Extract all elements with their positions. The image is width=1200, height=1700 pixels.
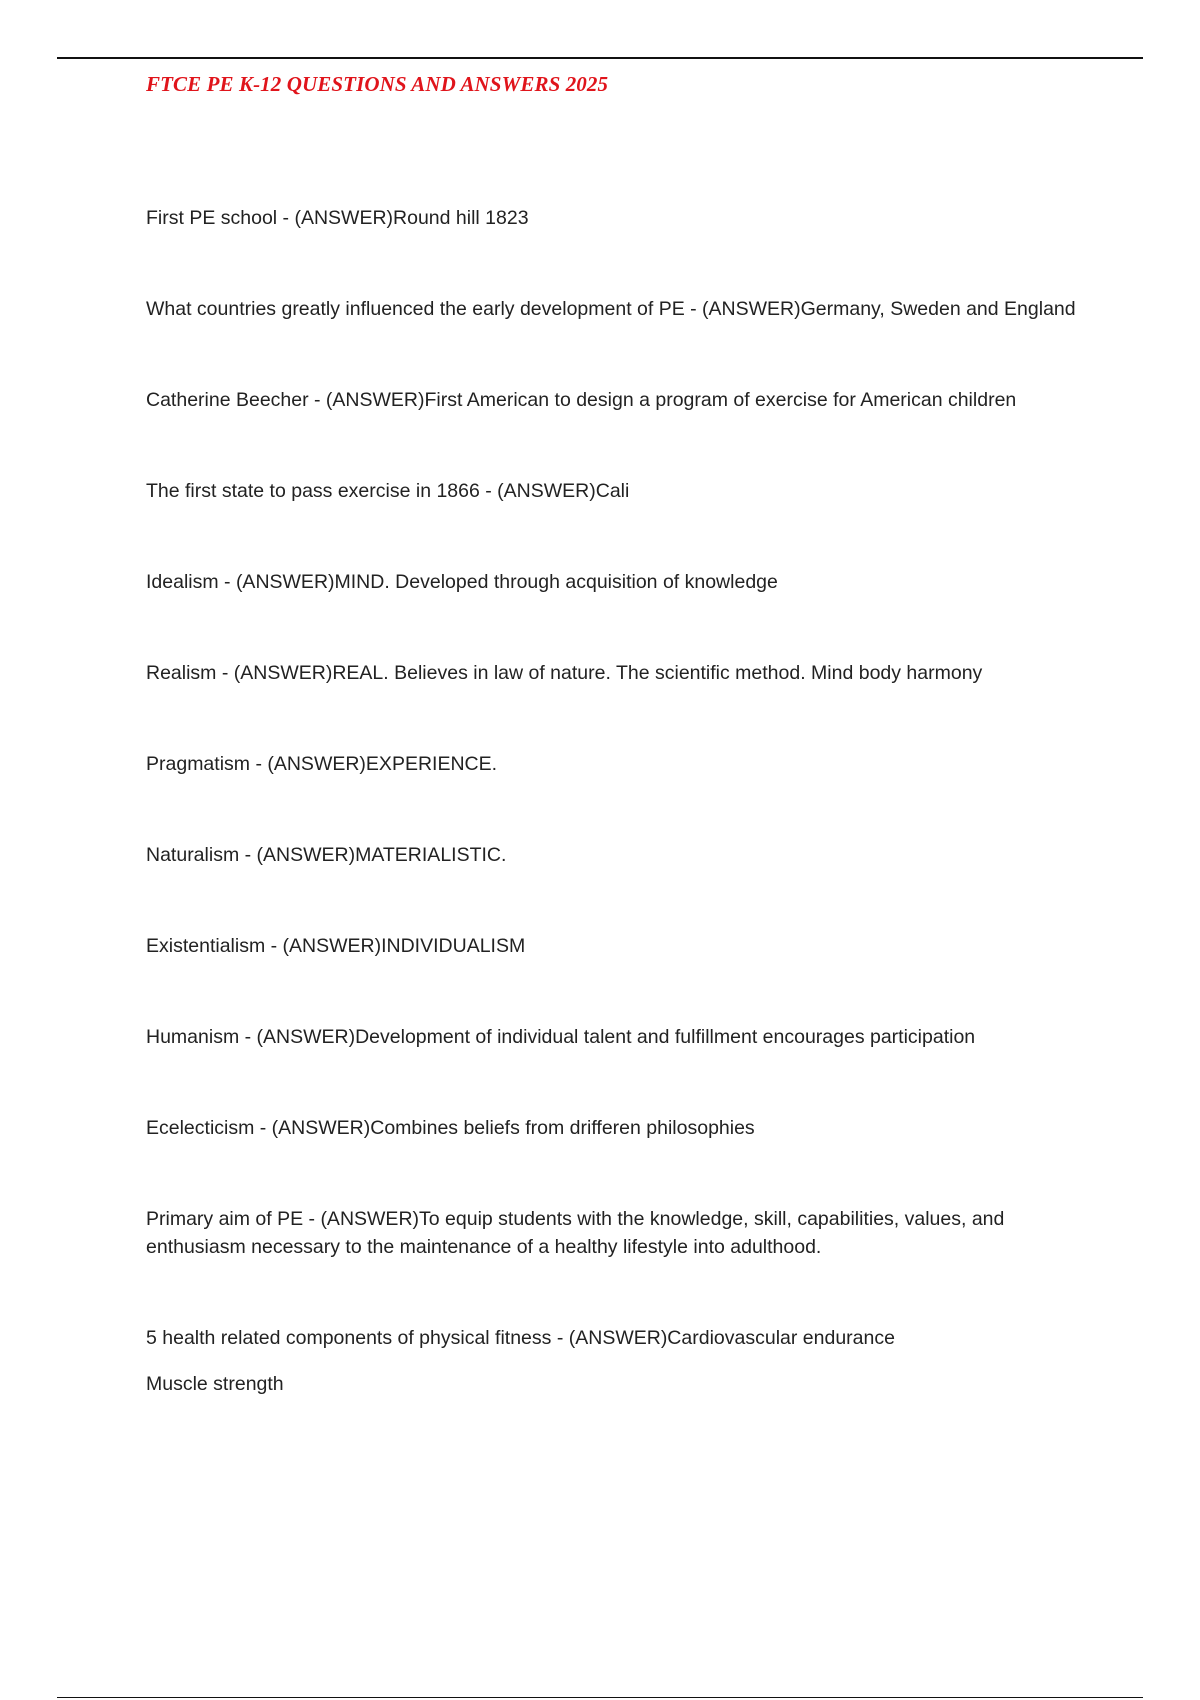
top-rule	[57, 57, 1143, 59]
qa-list	[146, 204, 1076, 1461]
qa-item-existentialism: Existentialism - (ANSWER)INDIVIDUALISM	[146, 935, 526, 957]
document-title: FTCE PE K-12 QUESTIONS AND ANSWERS 2025	[146, 72, 609, 96]
qa-item-humanism: Humanism - (ANSWER)Development of individual talent and fulfillment encourages participation	[146, 1026, 976, 1048]
qa-item-fitness-components	[146, 1324, 1076, 1398]
bottom-rule	[57, 1697, 1143, 1698]
qa-item-fitness-components-text: 5 health related components of physical fitness - (ANSWER)Cardiovascular endurance	[146, 1327, 895, 1349]
qa-item-catherine-beecher: Catherine Beecher - (ANSWER)First American to design a program of exercise for American children	[146, 389, 1017, 411]
qa-item-countries: What countries greatly influenced the early development of PE - (ANSWER)Germany, Sweden and England	[146, 298, 1076, 320]
qa-item-fitness-components-extra: Muscle strength	[146, 1373, 284, 1395]
qa-item-naturalism: Naturalism - (ANSWER)MATERIALISTIC.	[146, 844, 507, 866]
qa-item-pragmatism: Pragmatism - (ANSWER)EXPERIENCE.	[146, 753, 498, 775]
qa-item-primary-aim: Primary aim of PE - (ANSWER)To equip students with the knowledge, skill, capabilities, values, and enthusiasm necessary to the maintenance of a healthy lifestyle into adulthood.	[146, 1208, 1005, 1258]
qa-item-first-pe-school: First PE school - (ANSWER)Round hill 1823	[146, 207, 529, 229]
qa-item-realism: Realism - (ANSWER)REAL. Believes in law of nature. The scientific method. Mind body harmony	[146, 662, 983, 684]
qa-item-ecelecticism: Ecelecticism - (ANSWER)Combines beliefs from drifferen philosophies	[146, 1117, 755, 1139]
qa-item-idealism: Idealism - (ANSWER)MIND. Developed through acquisition of knowledge	[146, 571, 778, 593]
qa-item-first-state: The first state to pass exercise in 1866 - (ANSWER)Cali	[146, 480, 630, 502]
